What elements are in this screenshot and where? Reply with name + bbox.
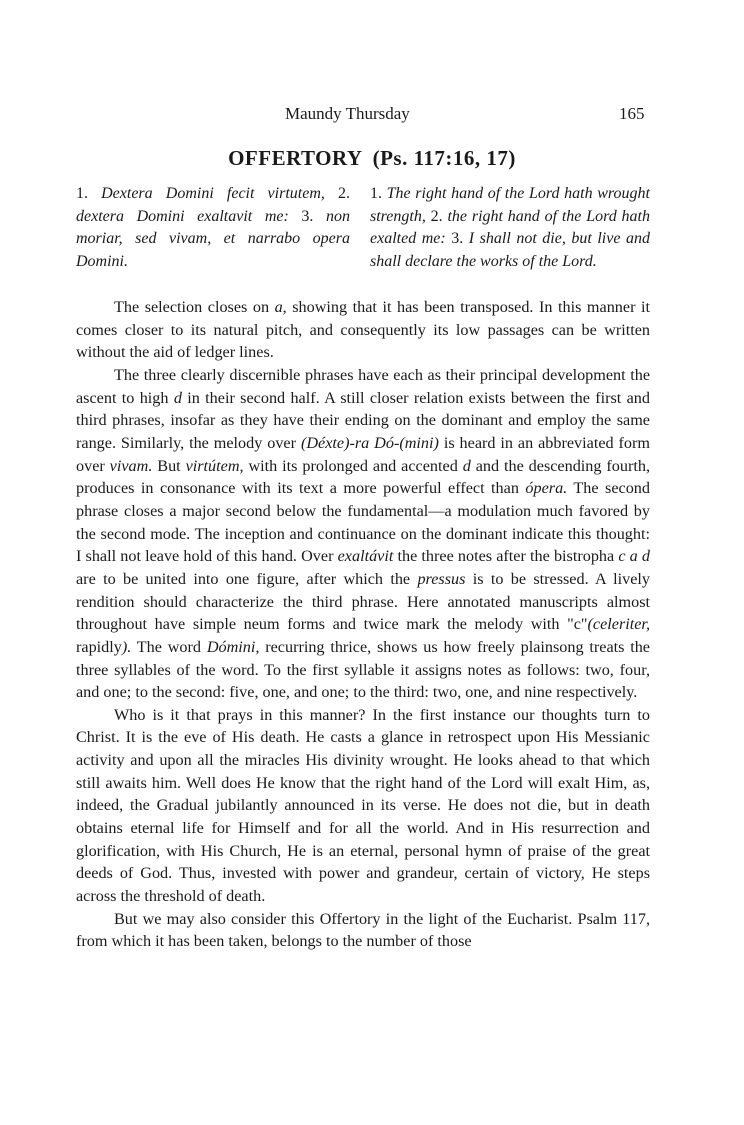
text-run-italic: c a d — [618, 547, 651, 566]
verse-number: 3. — [445, 230, 469, 248]
latin-verse-2: dextera Domini exaltavit me: — [76, 207, 289, 225]
text-run-italic: (celeriter, — [587, 615, 650, 634]
text-run-italic: d — [173, 388, 182, 407]
verse-number: 2. — [425, 207, 448, 225]
text-run: in their second half. A still closer relation exists between the first and third phrases, insofar as they have their ending on the dominant and employ the same range. Similarly, the melody over — [76, 388, 650, 452]
text-run-italic: pressus — [417, 569, 466, 588]
english-text — [370, 183, 650, 273]
verse-number: 3. — [288, 207, 327, 225]
verse-number: 1. — [76, 185, 102, 202]
verse-number: 2. — [324, 185, 351, 202]
text-run-italic: a — [274, 298, 283, 316]
paragraph-2 — [76, 364, 650, 704]
text-run: and the descending fourth, produces in consonance with its text a more powerful effect than — [76, 456, 650, 498]
text-run-italic: ópera. — [525, 479, 568, 498]
english-verse-3: I shall not die, but live and shall declare the works of the Lord. — [370, 230, 650, 270]
text-run: the three notes after the bistropha — [393, 547, 619, 566]
latin-text — [76, 183, 350, 273]
text-run: with its prolonged and accented — [243, 456, 463, 475]
running-title: Maundy Thursday — [285, 104, 410, 123]
text-run-italic: d — [462, 456, 471, 475]
text-run: are to be united into one figure, after which the — [76, 569, 418, 588]
english-verse-2: the right hand of the Lord hath exalted me: — [370, 207, 650, 248]
paragraph-1 — [76, 296, 650, 364]
page-number: 165 — [619, 104, 645, 123]
text-run: is heard in an abbreviated form over — [76, 433, 650, 475]
running-head — [0, 104, 744, 130]
english-verse-1: The right hand of the Lord hath wrought strength, — [370, 185, 651, 225]
verse-number: 1. — [370, 185, 387, 202]
section-title-main: OFFERTORY — [228, 146, 363, 170]
commentary — [76, 296, 650, 953]
text-run: rapidly — [76, 637, 122, 656]
latin-verse-3: non moriar, sed vivam, et narrabo opera Domini. — [76, 207, 351, 270]
text-run: The word — [131, 637, 207, 656]
text-run-italic: vivam. — [109, 456, 153, 475]
text-run: The selection closes on — [114, 298, 275, 316]
section-title — [0, 146, 744, 171]
english-text-column — [370, 183, 650, 273]
paragraph-4: But we may also consider this Offertory in the light of the Eucharist. Psalm 117, from which it has been taken, belongs to the number of those — [76, 909, 650, 951]
latin-verse-1: Dextera Domini fecit virtutem, — [101, 185, 325, 202]
text-run-italic: ). — [121, 637, 132, 656]
text-run-italic: (Déxte)-ra Dó-(mini) — [300, 433, 439, 452]
text-run: But — [152, 456, 186, 475]
latin-text-column — [76, 183, 350, 273]
parallel-text — [76, 183, 650, 293]
text-run: recurring thrice, shows us how freely plainsong treats the three syllables of the word. To the first syllable it assigns notes as follows: two, four, and one; to the second: five, one, and one; to the third: two, one, and nine respectively. — [76, 637, 650, 702]
text-run: The second phrase closes a major second below the fundamental—a modulation much favored by the second mode. The inception and continuance on the dominant indicate this thought: I shall not leave hold of this hand. Over — [76, 479, 650, 566]
text-run: , showing that it has been transposed. In this manner it comes closer to its natural pitch, and consequently its low passages can be written without the aid of ledger lines. — [76, 298, 650, 362]
paragraph-3: Who is it that prays in this manner? In the first instance our thoughts turn to Christ. It is the eve of His death. He casts a glance in retrospect upon His Messianic activity and upon all the miracles His divinity wrought. He looks ahead to that which still awaits him. Well does He know that the right hand of the Lord will exalt Him, as, indeed, the Gradual jubilantly announced in its verse. He does not die, but in death obtains eternal life for Himself and for all the world. And in His resurrection and glorification, with His Church, He is an eternal, personal hymn of praise of the great deeds of God. Thus, invested with power and grandeur, certain of victory, He steps across the threshold of death. — [76, 705, 650, 906]
text-run: is to be stressed. A lively rendition should characterize the third phrase. Here annotated manuscripts almost throughout have simple neum forms and twice mark the melody with "c" — [76, 569, 651, 634]
text-run-italic: exaltávit — [337, 547, 394, 566]
text-run-italic: virtútem, — [185, 456, 244, 475]
text-run-italic: Dómini, — [206, 637, 260, 656]
section-title-reference: (Ps. 117:16, 17) — [372, 146, 516, 170]
text-run: The three clearly discernible phrases have each as their principal development the ascent to high — [76, 365, 650, 407]
